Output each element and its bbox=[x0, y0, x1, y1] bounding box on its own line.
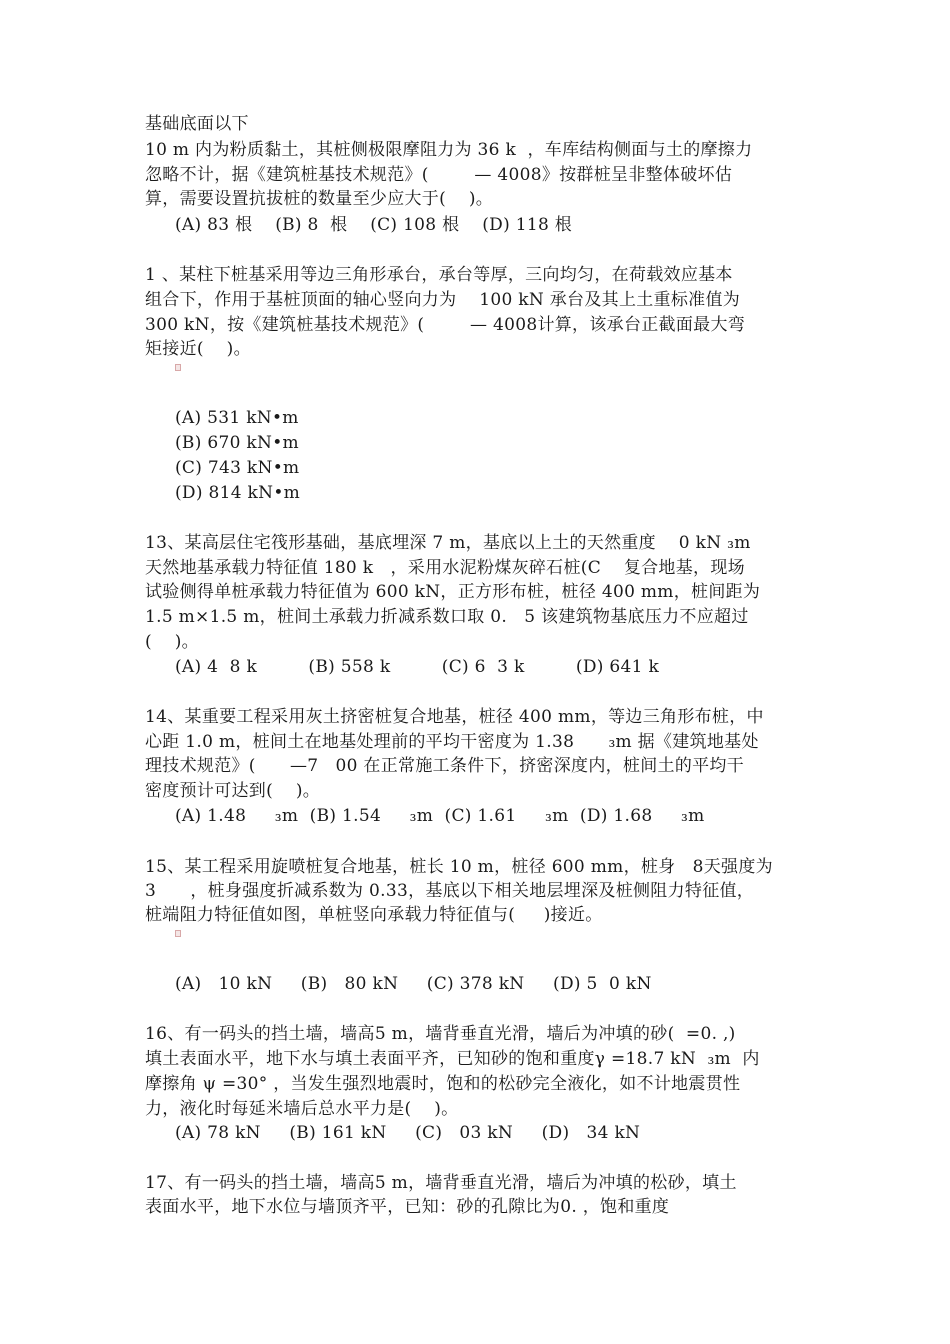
question-text-line: ( )。 bbox=[145, 632, 199, 652]
question-text-line: 密度预计可达到( )。 bbox=[145, 781, 321, 801]
question-text-line: 力，液化时每延米墙后总水平力是( )。 bbox=[145, 1099, 459, 1119]
question-text-line: 桩端阻力特征值如图，单桩竖向承载力特征值与( )接近。 bbox=[145, 905, 603, 925]
question-text-line: 10 m 内为粉质黏土，其桩侧极限摩阻力为 36 k ，车库结构侧面与土的摩擦力 bbox=[145, 140, 753, 160]
answer-option: (D) 814 kN•m bbox=[175, 483, 301, 503]
question-text-line: 13、某高层住宅筏形基础，基底埋深 7 m，基底以上土的天然重度 0 kN ₃m bbox=[145, 533, 751, 553]
answer-options: (A) 78 kN (B) 161 kN (C) 03 kN (D) 34 kN bbox=[175, 1123, 641, 1143]
question-text-line: 心距 1.0 m，桩间土在地基处理前的平均干密度为 1.38 ₃m 据《建筑地基处 bbox=[145, 732, 759, 752]
question-text-line: 摩擦角 ψ =30° ，当发生强烈地震时，饱和的松砂完全液化，如不计地震贯性 bbox=[145, 1074, 741, 1094]
answer-options: (A) 1.48 ₃m (B) 1.54 ₃m (C) 1.61 ₃m (D) 1.68 ₃m bbox=[175, 806, 705, 826]
question-text-line: 基础底面以下 bbox=[145, 114, 249, 134]
question-text-line: 表面水平，地下水位与墙顶齐平，已知：砂的孔隙比为0. ，饱和重度 bbox=[145, 1197, 670, 1217]
question-text-line: 理技术规范》( —7 00 在正常施工条件下，挤密深度内，桩间土的平均干 bbox=[145, 756, 745, 776]
question-text-line: 15、某工程采用旋喷桩复合地基，桩长 10 m，桩径 600 mm，桩身 8天强度为 bbox=[145, 857, 773, 877]
question-text-line: 1 、某柱下桩基采用等边三角形承台，承台等厚，三向均匀，在荷载效应基本 bbox=[145, 265, 733, 285]
question-text-line: 14、某重要工程采用灰土挤密桩复合地基，桩径 400 mm，等边三角形布桩，中 bbox=[145, 707, 764, 727]
question-text-line: 16、有一码头的挡土墙，墙高5 m，墙背垂直光滑，墙后为冲填的砂( =0. ,) bbox=[145, 1024, 736, 1044]
question-text-line: 算，需要设置抗拔桩的数量至少应大于( )。 bbox=[145, 189, 494, 209]
answer-options: (A) 10 kN (B) 80 kN (C) 378 kN (D) 5 0 kN bbox=[175, 974, 652, 994]
missing-figure-icon bbox=[175, 364, 181, 371]
question-text-line: 填土表面水平，地下水与填土表面平齐，已知砂的饱和重度γ =18.7 kN ₃m 内 bbox=[145, 1049, 760, 1069]
question-text-line: 1.5 m×1.5 m，桩间土承载力折减系数口取 0. 5 该建筑物基底压力不应超过 bbox=[145, 607, 749, 627]
question-text-line: 忽略不计，据《建筑桩基技术规范》( — 4008》按群桩呈非整体破坏估 bbox=[145, 165, 733, 185]
question-text-line: 试验侧得单桩承载力特征值为 600 kN，正方形布桩，桩径 400 mm，桩间距为 bbox=[145, 582, 761, 602]
answer-option: (A) 531 kN•m bbox=[175, 408, 299, 428]
question-text-line: 3 ，桩身强度折减系数为 0.33，基底以下相关地层埋深及桩侧阻力特征值， bbox=[145, 881, 755, 901]
answer-options: (A) 83 根 (B) 8 根 (C) 108 根 (D) 118 根 bbox=[175, 215, 573, 235]
answer-options: (A) 4 8 k (B) 558 k (C) 6 3 k (D) 641 k bbox=[175, 657, 660, 677]
answer-option: (B) 670 kN•m bbox=[175, 433, 299, 453]
answer-option: (C) 743 kN•m bbox=[175, 458, 300, 478]
question-text-line: 300 kN，按《建筑桩基技术规范》( — 4008计算，该承台正截面最大弯 bbox=[145, 315, 746, 335]
question-text-line: 矩接近( )。 bbox=[145, 339, 251, 359]
missing-figure-icon bbox=[175, 930, 181, 937]
question-text-line: 17、有一码头的挡土墙，墙高5 m，墙背垂直光滑，墙后为冲填的松砂，填土 bbox=[145, 1173, 737, 1193]
question-text-line: 天然地基承载力特征值 180 k ，采用水泥粉煤灰碎石桩(C 复合地基，现场 bbox=[145, 558, 745, 578]
question-text-line: 组合下，作用于基桩顶面的轴心竖向力为 100 kN 承台及其上土重标准值为 bbox=[145, 290, 741, 310]
